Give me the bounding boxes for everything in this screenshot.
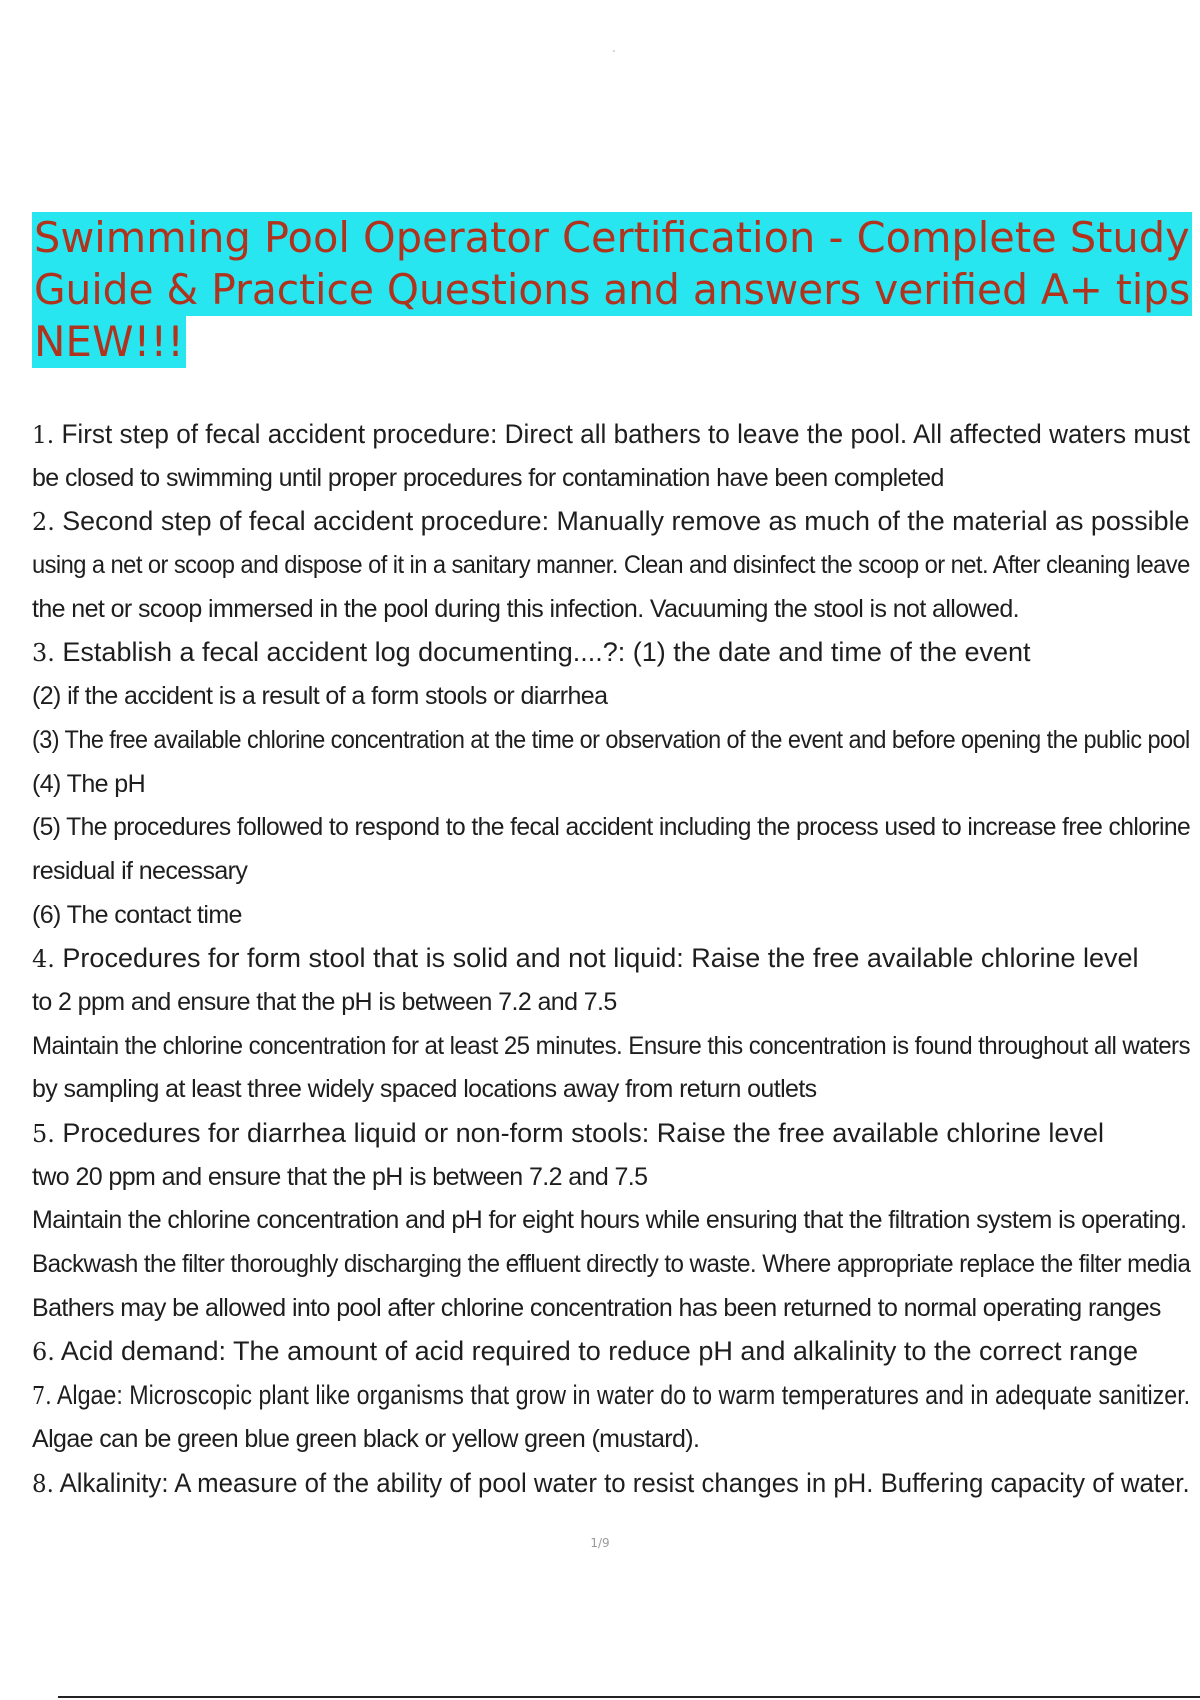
answer-line	[32, 1199, 1192, 1243]
question-number: 1.	[32, 421, 55, 449]
question-line	[32, 1462, 1192, 1506]
question-number: 2.	[32, 508, 55, 537]
answer-line	[32, 457, 1192, 501]
question-number: 5.	[32, 1120, 55, 1148]
answer-line	[32, 1287, 1192, 1331]
answer-text: Maintain the chlorine concentration and pH for eight hours while ensuring that the filtration system is operating.	[32, 1206, 1187, 1235]
question-number: 8.	[32, 1469, 54, 1498]
answer-text: (6) The contact time	[32, 900, 242, 929]
document-title	[32, 212, 1192, 368]
question-line	[32, 1112, 1192, 1156]
answer-text: A measure of the ability of pool water to resist changes in pH. Buffering capacity of water.	[168, 1467, 1190, 1498]
answer-text: Maintain the chlorine concentration for at least 25 minutes. Ensure this concentration is found throughout all waters	[32, 1031, 1190, 1060]
question-line	[32, 1374, 1192, 1418]
answer-text: Raise the free available chlorine level	[683, 943, 1139, 974]
answer-text: (4) The pH	[32, 769, 146, 798]
title-line-2: Guide & Practice Questions and answers verified A+ tips	[33, 265, 1191, 314]
answer-line	[32, 1243, 1192, 1287]
answer-text: Manually remove as much of the material as possible	[549, 506, 1190, 537]
answer-line	[32, 894, 1192, 938]
answer-text: by sampling at least three widely spaced locations away from return outlets	[32, 1075, 817, 1104]
answer-line	[32, 719, 1192, 763]
question-number: 6.	[32, 1338, 55, 1367]
answer-line	[32, 981, 1192, 1025]
answer-line	[32, 1025, 1192, 1069]
title-line-3: NEW!!!	[34, 317, 184, 366]
answer-text: Algae can be green blue green black or yellow green (mustard).	[32, 1424, 700, 1453]
question-text: Algae:	[56, 1380, 123, 1411]
answer-line	[32, 1068, 1192, 1112]
question-line	[32, 631, 1192, 675]
question-text: First step of fecal accident procedure:	[61, 419, 498, 449]
question-number: 4.	[32, 945, 55, 974]
answer-line	[32, 675, 1192, 719]
answer-text: (2) if the accident is a result of a form stools or diarrhea	[32, 682, 608, 711]
answer-text: residual if necessary	[32, 856, 248, 885]
answer-text: (5) The procedures followed to respond to the fecal accident including the process used to increase free chlorine	[32, 813, 1191, 842]
question-text: Second step of fecal accident procedure:	[62, 506, 550, 537]
answer-text: Direct all bathers to leave the pool. All affected waters must	[497, 419, 1190, 449]
title-line-1: Swimming Pool Operator Certification - Complete Study	[33, 213, 1190, 262]
question-number: 7.	[32, 1382, 52, 1411]
answer-text: Backwash the filter thoroughly discharging the effluent directly to waste. Where appropriate replace the filter media	[32, 1250, 1191, 1279]
answer-line	[32, 588, 1192, 632]
answer-text: to 2 ppm and ensure that the pH is between 7.2 and 7.5	[32, 987, 617, 1016]
question-line	[32, 500, 1192, 544]
answer-text: Bathers may be allowed into pool after chlorine concentration has been returned to normal operating ranges	[32, 1293, 1161, 1322]
answer-text: (1) the date and time of the event	[625, 637, 1031, 668]
answer-text: the net or scoop immersed in the pool during this infection. Vacuuming the stool is not allowed.	[32, 594, 1019, 623]
answer-line	[32, 763, 1192, 807]
question-text: Procedures for form stool that is solid and not liquid:	[62, 943, 684, 974]
answer-text: using a net or scoop and dispose of it in a sanitary manner. Clean and disinfect the scoop or net. After cleaning leave	[32, 551, 1190, 580]
question-number: 3.	[32, 639, 55, 668]
question-text: Establish a fecal accident log documenting....?:	[62, 637, 626, 668]
question-list	[32, 413, 1192, 1505]
answer-line	[32, 806, 1192, 850]
question-line	[32, 937, 1192, 981]
question-line	[32, 413, 1192, 457]
question-line	[32, 1330, 1192, 1374]
answer-line	[32, 1156, 1192, 1200]
footer-divider	[58, 1696, 1200, 1698]
question-text: Acid demand:	[60, 1336, 227, 1367]
scan-speck	[613, 50, 615, 52]
answer-line	[32, 850, 1192, 894]
answer-text: Microscopic plant like organisms that grow in water do to warm temperatures and in adequate sanitizer.	[122, 1380, 1191, 1411]
question-text: Procedures for diarrhea liquid or non-form stools:	[62, 1118, 650, 1148]
answer-text: The amount of acid required to reduce pH and alkalinity to the correct range	[226, 1336, 1139, 1367]
answer-text: two 20 ppm and ensure that the pH is between 7.2 and 7.5	[32, 1162, 648, 1191]
page-number: 1/9	[590, 1536, 610, 1550]
answer-text: Raise the free available chlorine level	[649, 1118, 1104, 1148]
answer-line	[32, 544, 1192, 588]
answer-text: (3) The free available chlorine concentration at the time or observation of the event and before opening the public pool	[32, 725, 1190, 754]
question-text: Alkalinity:	[59, 1467, 169, 1498]
answer-text: be closed to swimming until proper procedures for contamination have been completed	[32, 463, 944, 492]
answer-line	[32, 1418, 1192, 1462]
